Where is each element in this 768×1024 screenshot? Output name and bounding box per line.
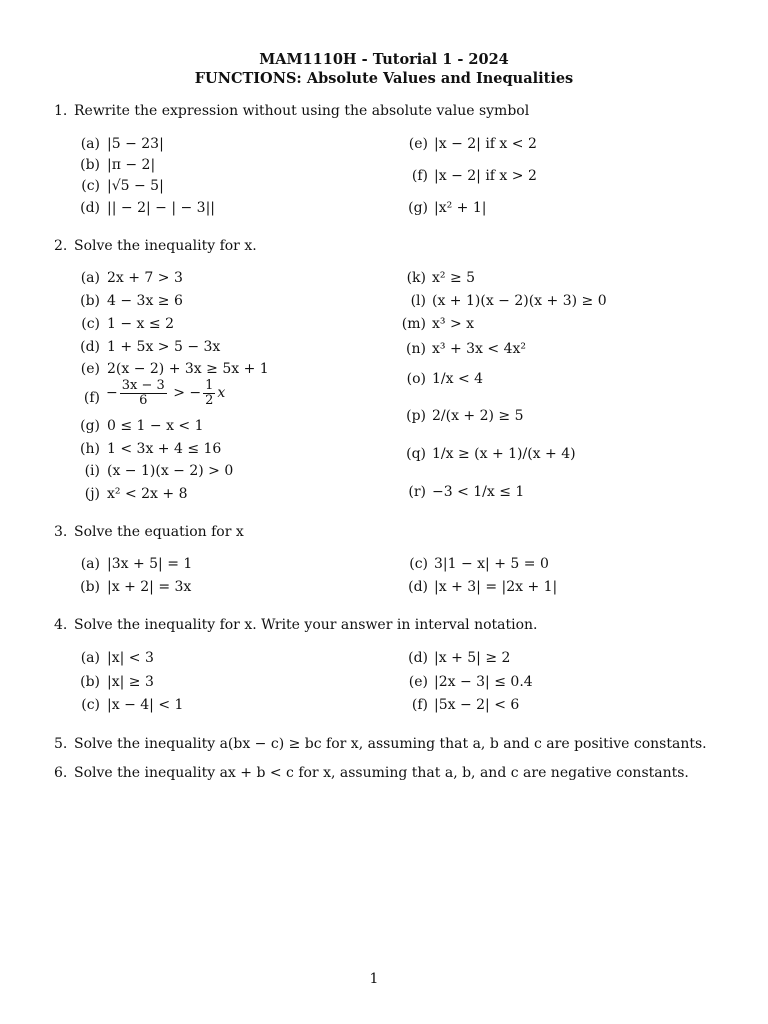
item-expression: |π − 2|	[107, 157, 156, 173]
item-label: (c)	[81, 316, 100, 332]
item-expression: 2x + 7 > 3	[107, 270, 183, 286]
item-label: (e)	[408, 674, 428, 690]
item-expression: |x − 2| if x > 2	[434, 168, 537, 184]
question-text: Solve the inequality ax + b < c for x, assuming that a, b, and c are negative constants.	[74, 765, 689, 781]
item-expression: 1/x < 4	[432, 371, 484, 387]
item-label: (a)	[80, 270, 100, 286]
item-expression: |x + 3| = |2x + 1|	[434, 579, 558, 595]
page-number: 1	[369, 971, 379, 987]
item-expression: (x − 1)(x − 2) > 0	[107, 463, 234, 479]
document-title: MAM1110H - Tutorial 1 - 2024	[259, 51, 509, 68]
item-label: (f)	[83, 390, 100, 406]
item-label: (g)	[408, 200, 428, 216]
question-number: 3.	[54, 524, 68, 540]
question-number: 4.	[54, 617, 68, 633]
item-label: (j)	[84, 486, 100, 502]
item-label: (g)	[80, 418, 100, 434]
item-label: (c)	[81, 178, 100, 194]
item-label: (d)	[80, 339, 100, 355]
item-expression: x³ > x	[432, 316, 475, 332]
item-expression: 2(x − 2) + 3x ≥ 5x + 1	[107, 361, 269, 377]
item-expression: 1 − x ≤ 2	[107, 316, 174, 332]
item-expression: 2/(x + 2) ≥ 5	[432, 408, 524, 424]
item-label: (r)	[408, 484, 426, 500]
item-label: (l)	[410, 293, 426, 309]
item-expression: (x + 1)(x − 2)(x + 3) ≥ 0	[432, 293, 607, 309]
item-expression: 1 < 3x + 4 ≤ 16	[107, 441, 222, 457]
fraction-denominator: 2	[205, 392, 214, 408]
item-expression: |x + 2| = 3x	[107, 579, 192, 595]
item-label: (a)	[80, 556, 100, 572]
fraction-numerator: 3x − 3	[121, 378, 165, 393]
item-label: (a)	[80, 650, 100, 666]
item-expression: |5x − 2| < 6	[434, 697, 520, 713]
item-expression: x³ + 3x < 4x²	[432, 341, 526, 357]
document-subtitle: FUNCTIONS: Absolute Values and Inequalities	[194, 70, 574, 87]
item-label: (o)	[406, 371, 426, 387]
item-expression: 0 ≤ 1 − x < 1	[107, 418, 204, 434]
item-expression: 4 − 3x ≥ 6	[107, 293, 183, 309]
item-expression: |x| < 3	[107, 650, 154, 666]
item-label: (b)	[80, 293, 100, 309]
item-label: (q)	[406, 446, 426, 462]
item-label: (f)	[411, 168, 428, 184]
item-expression: |2x − 3| ≤ 0.4	[434, 674, 533, 690]
item-label: (a)	[80, 136, 100, 152]
item-expression: x² ≥ 5	[432, 270, 476, 286]
fraction-expression: − $\frac{3x - 3}{6}$ > − $\frac{1}{2}$ x	[106, 378, 226, 408]
item-expression: |x| ≥ 3	[107, 674, 154, 690]
question-text: Solve the equation for x	[74, 524, 244, 540]
item-label: (f)	[411, 697, 428, 713]
item-expression: || − 2| − | − 3||	[107, 200, 216, 216]
item-label: (k)	[406, 270, 426, 286]
question-text: Rewrite the expression without using the absolute value symbol	[74, 103, 530, 119]
item-label: (c)	[409, 556, 428, 572]
question-text: Solve the inequality for x. Write your answer in interval notation.	[74, 617, 538, 633]
item-label: (b)	[80, 579, 100, 595]
item-label: (b)	[80, 157, 100, 173]
question-number: 1.	[54, 103, 68, 119]
item-label: (m)	[401, 316, 426, 332]
fraction-denominator: 6	[139, 392, 148, 408]
item-expression: −3 < 1/x ≤ 1	[432, 484, 525, 500]
question-text: Solve the inequality a(bx − c) ≥ bc for x, assuming that a, b and c are positive constants.	[74, 736, 707, 752]
item-expression: 3|1 − x| + 5 = 0	[434, 556, 549, 572]
item-label: (p)	[406, 408, 426, 424]
item-expression: |x + 5| ≥ 2	[434, 650, 511, 666]
item-label: (h)	[80, 441, 100, 457]
question-number: 2.	[54, 238, 68, 254]
item-expression: |3x + 5| = 1	[107, 556, 193, 572]
item-label: (i)	[84, 463, 100, 479]
item-expression: 1/x ≥ (x + 1)/(x + 4)	[432, 446, 576, 462]
question-number: 6.	[54, 765, 68, 781]
item-label: (d)	[80, 200, 100, 216]
item-label: (c)	[81, 697, 100, 713]
item-expression: |√5 − 5|	[107, 178, 164, 194]
item-expression: |x − 2| if x < 2	[434, 136, 537, 152]
item-label: (n)	[406, 341, 426, 357]
item-label: (b)	[80, 674, 100, 690]
question-text: Solve the inequality for x.	[74, 238, 257, 254]
item-expression: |x − 4| < 1	[107, 697, 184, 713]
item-expression: |5 − 23|	[107, 136, 164, 152]
item-expression: 1 + 5x > 5 − 3x	[107, 339, 221, 355]
item-label: (e)	[408, 136, 428, 152]
item-label: (e)	[80, 361, 100, 377]
item-label: (d)	[408, 579, 428, 595]
question-number: 5.	[54, 736, 68, 752]
item-expression: |x² + 1|	[434, 200, 487, 216]
item-expression: x² < 2x + 8	[107, 486, 188, 502]
item-label: (d)	[408, 650, 428, 666]
fraction-numerator: 1	[205, 378, 214, 393]
